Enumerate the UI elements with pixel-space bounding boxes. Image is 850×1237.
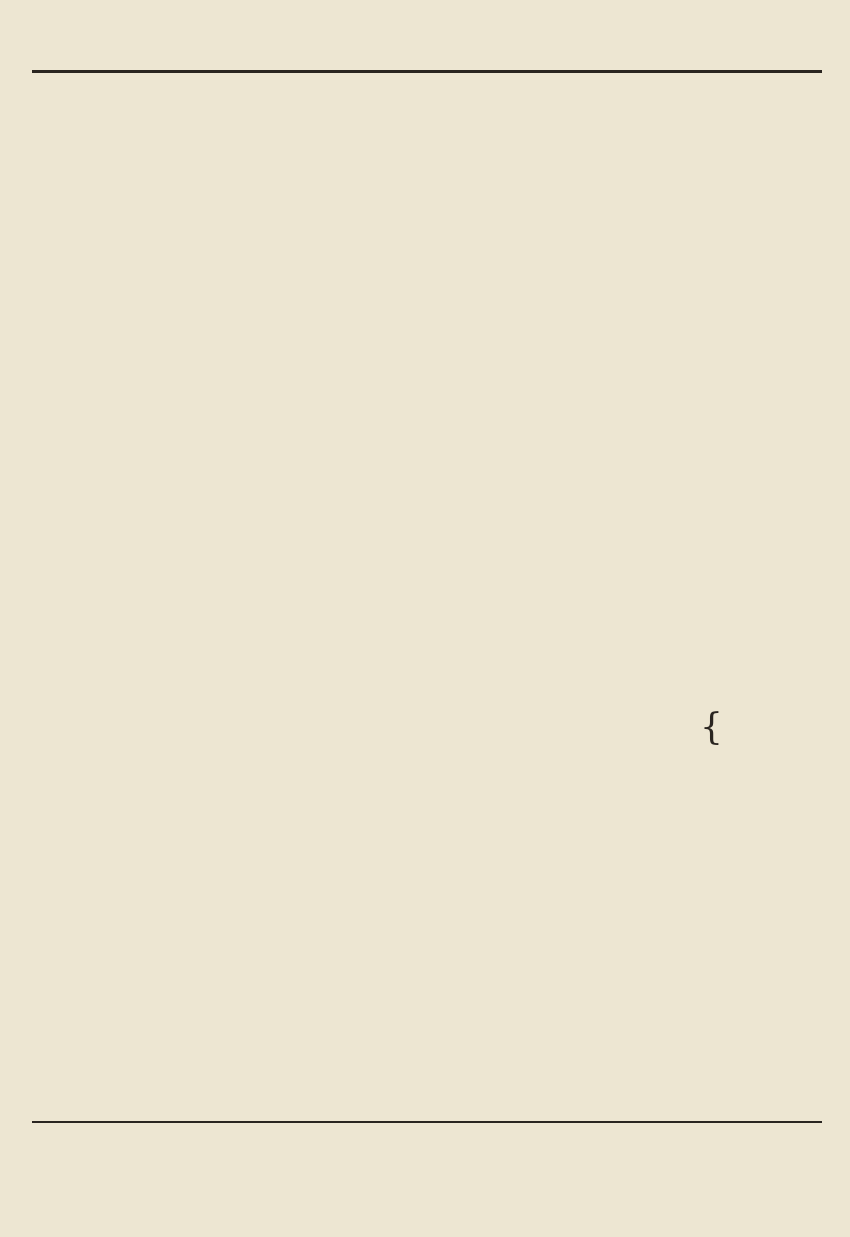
brace-icon: { bbox=[700, 707, 723, 748]
financial-table bbox=[32, 70, 822, 1123]
